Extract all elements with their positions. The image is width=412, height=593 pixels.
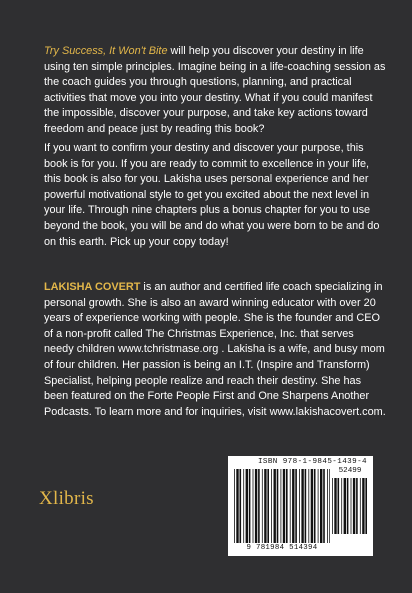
barcode-bar: [344, 478, 346, 534]
barcode-bar: [236, 469, 238, 543]
barcode-bar: [320, 469, 322, 543]
barcode-bar: [243, 469, 244, 543]
barcode-bar: [356, 478, 358, 534]
description-text-2: If you want to confirm your destiny and discover your purpose, this book is for you. If you are ready to commit to excellence in your life, this book is also for you. Lakisha uses personal experience and her powerful motivational style to get you excited about the next level in your life. Through nine chapters plus a bonus chapter for you to use beyond the book, you will be and do what you were born to be and do on this earth. Pick up your copy today!: [44, 142, 380, 248]
barcode-bar: [318, 469, 319, 543]
barcode-bar: [255, 469, 257, 543]
barcode-bar: [323, 469, 325, 543]
description-paragraph-2: [44, 141, 386, 250]
isbn-text: ISBN 978-1-9845-1439-4: [257, 458, 367, 466]
description-paragraph-1: [44, 44, 386, 138]
barcode-panel: [228, 456, 373, 556]
barcode-bar: [329, 469, 330, 543]
description-text-1: will help you discover your destiny in life using ten simple principles. Imagine being in a life-coaching session as the coach guides you through questions, planning, and practical activities that move you into your destiny. What if you could manifest the impossible, discover your purpose, and take key actions toward freedom and peace just by reading this book?: [44, 45, 386, 135]
barcode-bar: [308, 469, 309, 543]
barcode-bar: [311, 469, 313, 543]
barcode-bar: [234, 469, 235, 543]
barcode-bar: [353, 478, 355, 534]
barcode-bar: [267, 469, 269, 543]
ean-barcode: [234, 469, 330, 543]
barcode-bar: [332, 478, 333, 534]
barcode-bar: [264, 469, 266, 543]
barcode-bar: [246, 469, 248, 543]
author-name: LAKISHA COVERT: [44, 281, 141, 293]
barcode-bar: [271, 469, 272, 543]
barcode-bar: [327, 469, 328, 543]
ean-digits: 9 781984 514394: [246, 544, 318, 552]
barcode-bar: [262, 469, 263, 543]
barcode-bar: [249, 469, 251, 543]
barcode-bar: [314, 469, 316, 543]
barcode-bar: [334, 478, 336, 534]
publisher-logo: Xlibris: [39, 488, 94, 509]
price-code: 52499: [338, 467, 362, 475]
barcode-bar: [292, 469, 294, 543]
barcode-bar: [277, 469, 279, 543]
barcode-bar: [360, 478, 361, 534]
author-bio-text: is an author and certified life coach specializing in personal growth. She is also an award winning educator with over 20 years of experience working with people. She is the founder and CEO of a non-profit called The Christmas Experience, Inc. that serves needy children www.tchristmase.org . Lakisha is a wife, and busy mom of four children. Her passion is being an I.T. (Inspire and Transform) Specialist, helping people realize and reach their destiny. She has been featured on the Forte People First and One Sharpens Another Podcasts. To learn more and for inquiries, visit www.lakishacovert.com.: [44, 281, 386, 418]
barcode-bar: [341, 478, 342, 534]
barcode-bar: [347, 478, 349, 534]
book-title: Try Success, It Won't Bite: [44, 45, 168, 57]
barcode-bar: [305, 469, 307, 543]
barcode-bar: [301, 469, 303, 543]
barcode-bar: [253, 469, 254, 543]
barcode-bar: [258, 469, 260, 543]
barcode-bar: [281, 469, 282, 543]
barcode-bar: [299, 469, 300, 543]
barcode-bar: [362, 478, 364, 534]
barcode-bar: [240, 469, 242, 543]
barcode-bar: [365, 478, 367, 534]
author-bio: [44, 280, 386, 420]
barcode-bar: [351, 478, 352, 534]
barcode-bar: [290, 469, 291, 543]
barcode-bar: [283, 469, 285, 543]
barcode-bar: [338, 478, 340, 534]
barcode-bar: [274, 469, 276, 543]
barcode-bar: [286, 469, 288, 543]
price-barcode: [332, 478, 368, 534]
barcode-bar: [295, 469, 297, 543]
